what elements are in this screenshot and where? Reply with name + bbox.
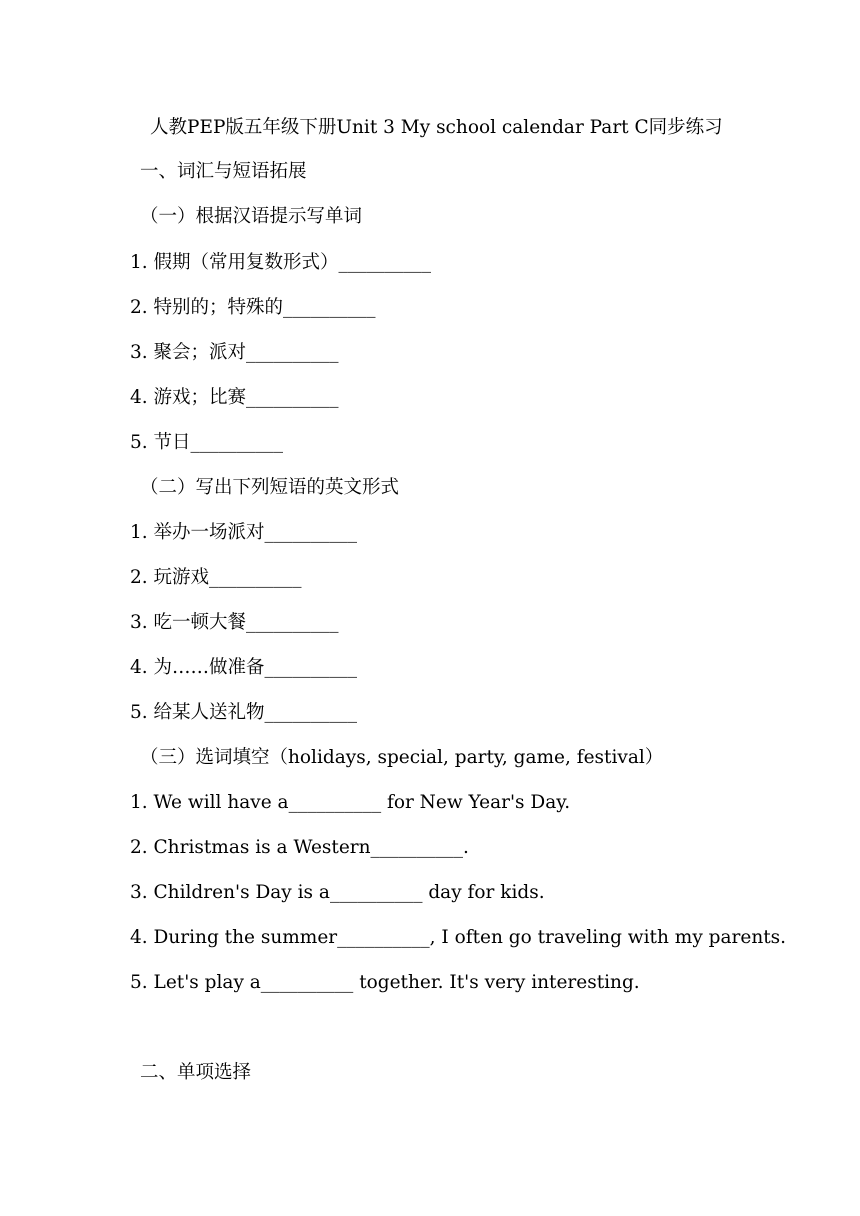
- part-3-item-5: 5. Let's play a__________ together. It's very interesting.: [130, 972, 640, 993]
- part-3-item-4: 4. During the summer__________, I often go traveling with my parents.: [130, 927, 787, 948]
- part-3-item-1: 1. We will have a__________ for New Year's Day.: [130, 792, 571, 813]
- document-title: 人教PEP版五年级下册Unit 3 My school calendar Part C同步练习: [150, 117, 723, 138]
- part-1-item-5: 5. 节日__________: [130, 432, 284, 453]
- part-2-heading: （二）写出下列短语的英文形式: [140, 477, 400, 498]
- part-1-heading: （一）根据汉语提示写单词: [140, 206, 363, 227]
- part-1-item-3: 3. 聚会；派对__________: [130, 342, 339, 363]
- part-2-item-1: 1. 举办一场派对__________: [130, 522, 358, 543]
- part-3-item-2: 2. Christmas is a Western__________.: [130, 837, 469, 858]
- part-1-item-2: 2. 特别的；特殊的__________: [130, 297, 376, 318]
- part-2-item-3: 3. 吃一顿大餐__________: [130, 612, 339, 633]
- part-1-item-4: 4. 游戏；比赛__________: [130, 387, 339, 408]
- part-2-item-5: 5. 给某人送礼物__________: [130, 702, 358, 723]
- section-2-heading: 二、单项选择: [140, 1062, 252, 1083]
- part-3-heading: （三）选词填空（holidays, special, party, game, festival）: [140, 747, 664, 768]
- section-1-heading: 一、词汇与短语拓展: [140, 161, 307, 182]
- part-3-item-3: 3. Children's Day is a__________ day for kids.: [130, 882, 545, 903]
- part-2-item-2: 2. 玩游戏__________: [130, 567, 302, 588]
- part-1-item-1: 1. 假期（常用复数形式）__________: [130, 252, 432, 273]
- part-2-item-4: 4. 为……做准备__________: [130, 657, 358, 678]
